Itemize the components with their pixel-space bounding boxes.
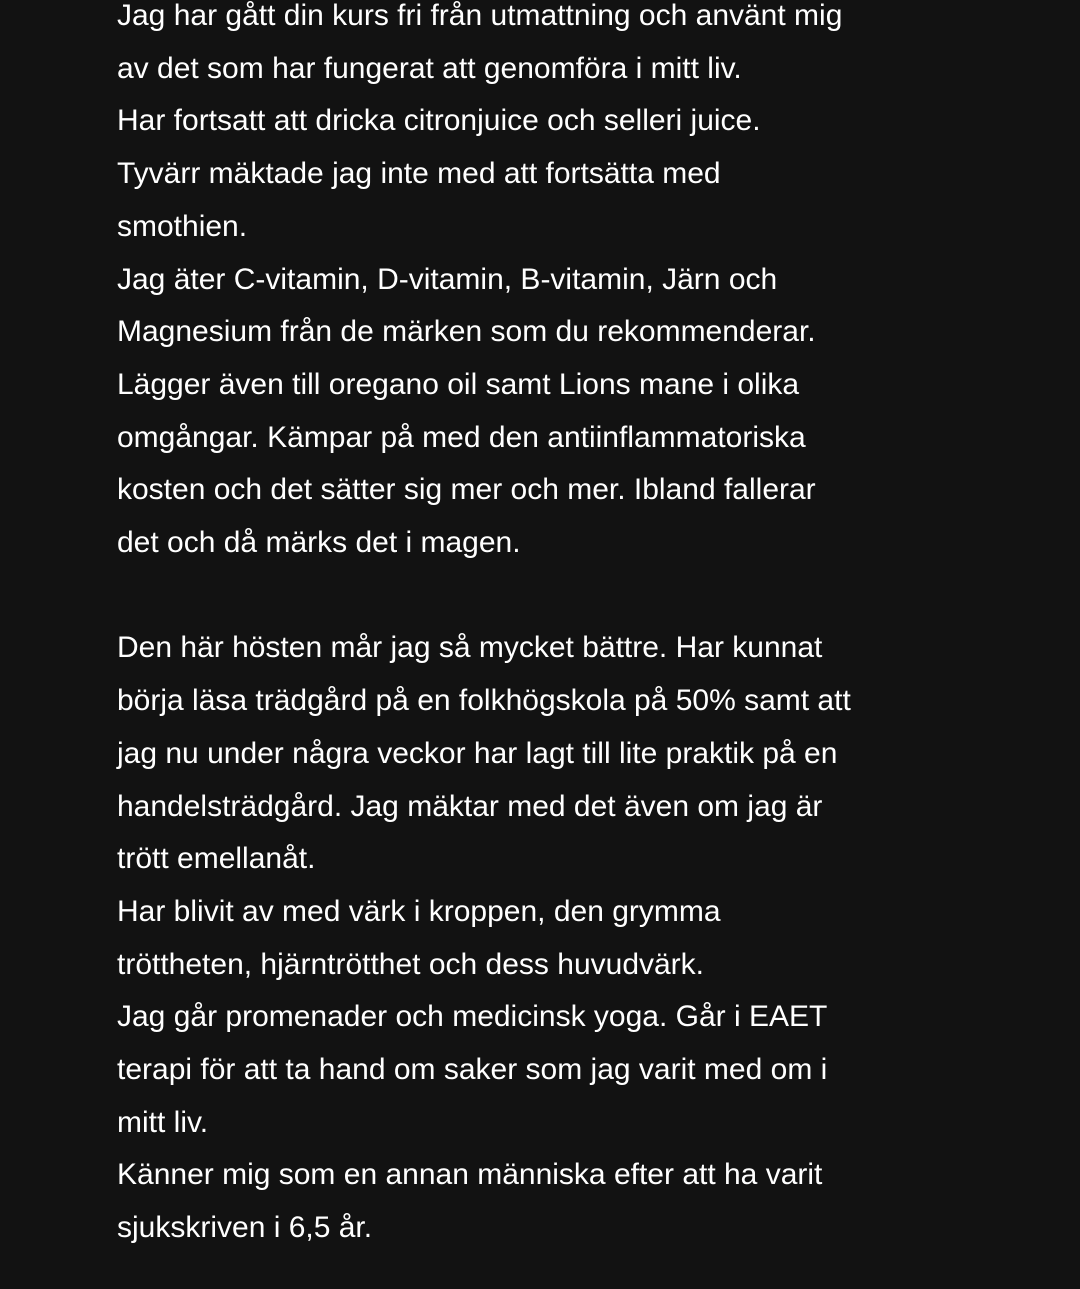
text-line: Känner mig som en annan människa efter att ha varit	[117, 1158, 823, 1192]
paragraph-1	[117, 0, 917, 570]
text-line: jag nu under några veckor har lagt till lite praktik på en	[117, 736, 838, 770]
text-line: Har fortsatt att dricka citronjuice och selleri juice.	[117, 104, 761, 138]
text-line: Lägger även till oregano oil samt Lions mane i olika	[117, 367, 800, 401]
text-line: mitt liv.	[117, 1105, 209, 1139]
text-line: tröttheten, hjärntrötthet och dess huvudvärk.	[117, 947, 705, 981]
text-line: Har blivit av med värk i kroppen, den grymma	[117, 894, 721, 928]
text-line: av det som har fungerat att genomföra i mitt liv.	[117, 51, 742, 85]
text-line: Tyvärr mäktade jag inte med att fortsätta med	[117, 157, 721, 191]
text-line: handelsträdgård. Jag mäktar med det även om jag är	[117, 789, 823, 823]
text-line: Magnesium från de märken som du rekommenderar.	[117, 315, 816, 349]
paragraph-spacer	[117, 570, 917, 623]
text-line: smothien.	[117, 209, 248, 243]
message-text	[117, 0, 917, 1255]
text-line: Den här hösten mår jag så mycket bättre. Har kunnat	[117, 631, 823, 665]
text-line: sjukskriven i 6,5 år.	[117, 1211, 373, 1245]
text-line: terapi för att ta hand om saker som jag varit med om i	[117, 1053, 828, 1087]
text-line: Jag har gått din kurs fri från utmattning och använt mig	[117, 0, 843, 32]
text-line: omgångar. Kämpar på med den antiinflammatoriska	[117, 420, 806, 454]
text-line: Jag går promenader och medicinsk yoga. Går i EAET	[117, 1000, 828, 1034]
text-line: trött emellanåt.	[117, 842, 316, 876]
text-line: kosten och det sätter sig mer och mer. Ibland fallerar	[117, 473, 816, 507]
text-line: börja läsa trädgård på en folkhögskola på 50% samt att	[117, 684, 851, 718]
text-line: Jag äter C-vitamin, D-vitamin, B-vitamin, Järn och	[117, 262, 778, 296]
text-line: det och då märks det i magen.	[117, 526, 521, 560]
paragraph-2	[117, 622, 917, 1254]
